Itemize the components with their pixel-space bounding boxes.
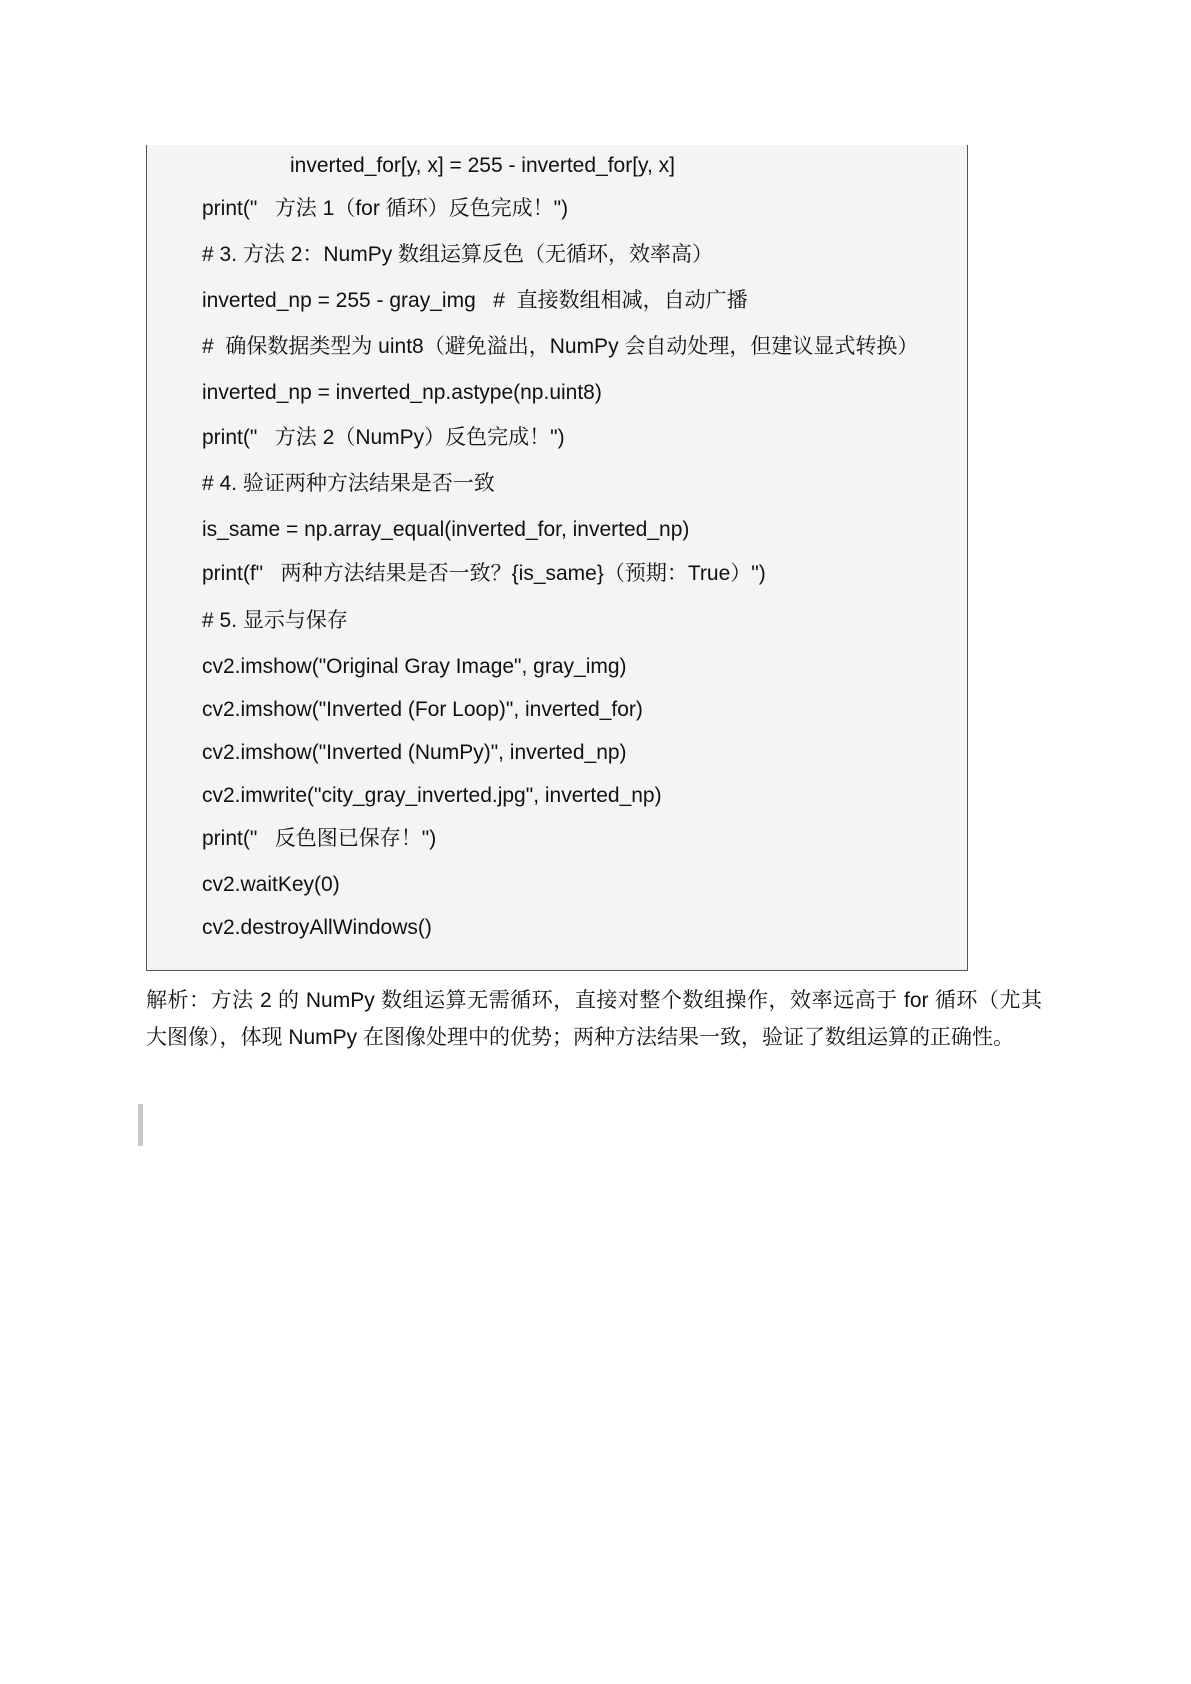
- code-line-7: print(" 方法 2（NumPy）反色完成！"): [202, 426, 565, 449]
- code-block: [146, 145, 968, 971]
- code-line-5: # 确保数据类型为 uint8（避免溢出，NumPy 会自动处理，但建议显式转换）: [202, 335, 919, 358]
- code-line-11: # 5. 显示与保存: [202, 609, 348, 632]
- code-line-12: cv2.imshow("Original Gray Image", gray_img): [202, 655, 627, 678]
- code-line-10: print(f" 两种方法结果是否一致？{is_same}（预期：True）"): [202, 562, 766, 585]
- code-line-4: inverted_np = 255 - gray_img # 直接数组相减，自动广播: [202, 289, 748, 312]
- code-line-9: is_same = np.array_equal(inverted_for, inverted_np): [202, 518, 690, 541]
- code-line-8: # 4. 验证两种方法结果是否一致: [202, 472, 495, 495]
- code-line-16: print(" 反色图已保存！"): [202, 827, 437, 850]
- code-line-18: cv2.destroyAllWindows(): [202, 916, 432, 939]
- code-line-2: print(" 方法 1（for 循环）反色完成！"): [202, 197, 569, 220]
- code-line-17: cv2.waitKey(0): [202, 873, 340, 896]
- code-line-6: inverted_np = inverted_np.astype(np.uint8): [202, 381, 602, 404]
- code-line-1: inverted_for[y, x] = 255 - inverted_for[y, x]: [290, 154, 675, 177]
- code-line-13: cv2.imshow("Inverted (For Loop)", inverted_for): [202, 698, 643, 721]
- code-line-3: # 3. 方法 2：NumPy 数组运算反色（无循环，效率高）: [202, 243, 714, 266]
- code-line-15: cv2.imwrite("city_gray_inverted.jpg", inverted_np): [202, 784, 662, 807]
- code-line-14: cv2.imshow("Inverted (NumPy)", inverted_np): [202, 741, 627, 764]
- explanation-paragraph: 解析：方法 2 的 NumPy 数组运算无需循环，直接对整个数组操作，效率远高于 for 循环（尤其大图像），体现 NumPy 在图像处理中的优势；两种方法结果一致，验证了数组运算的正确性。: [146, 989, 1042, 1049]
- blockquote-bar: [138, 1104, 143, 1146]
